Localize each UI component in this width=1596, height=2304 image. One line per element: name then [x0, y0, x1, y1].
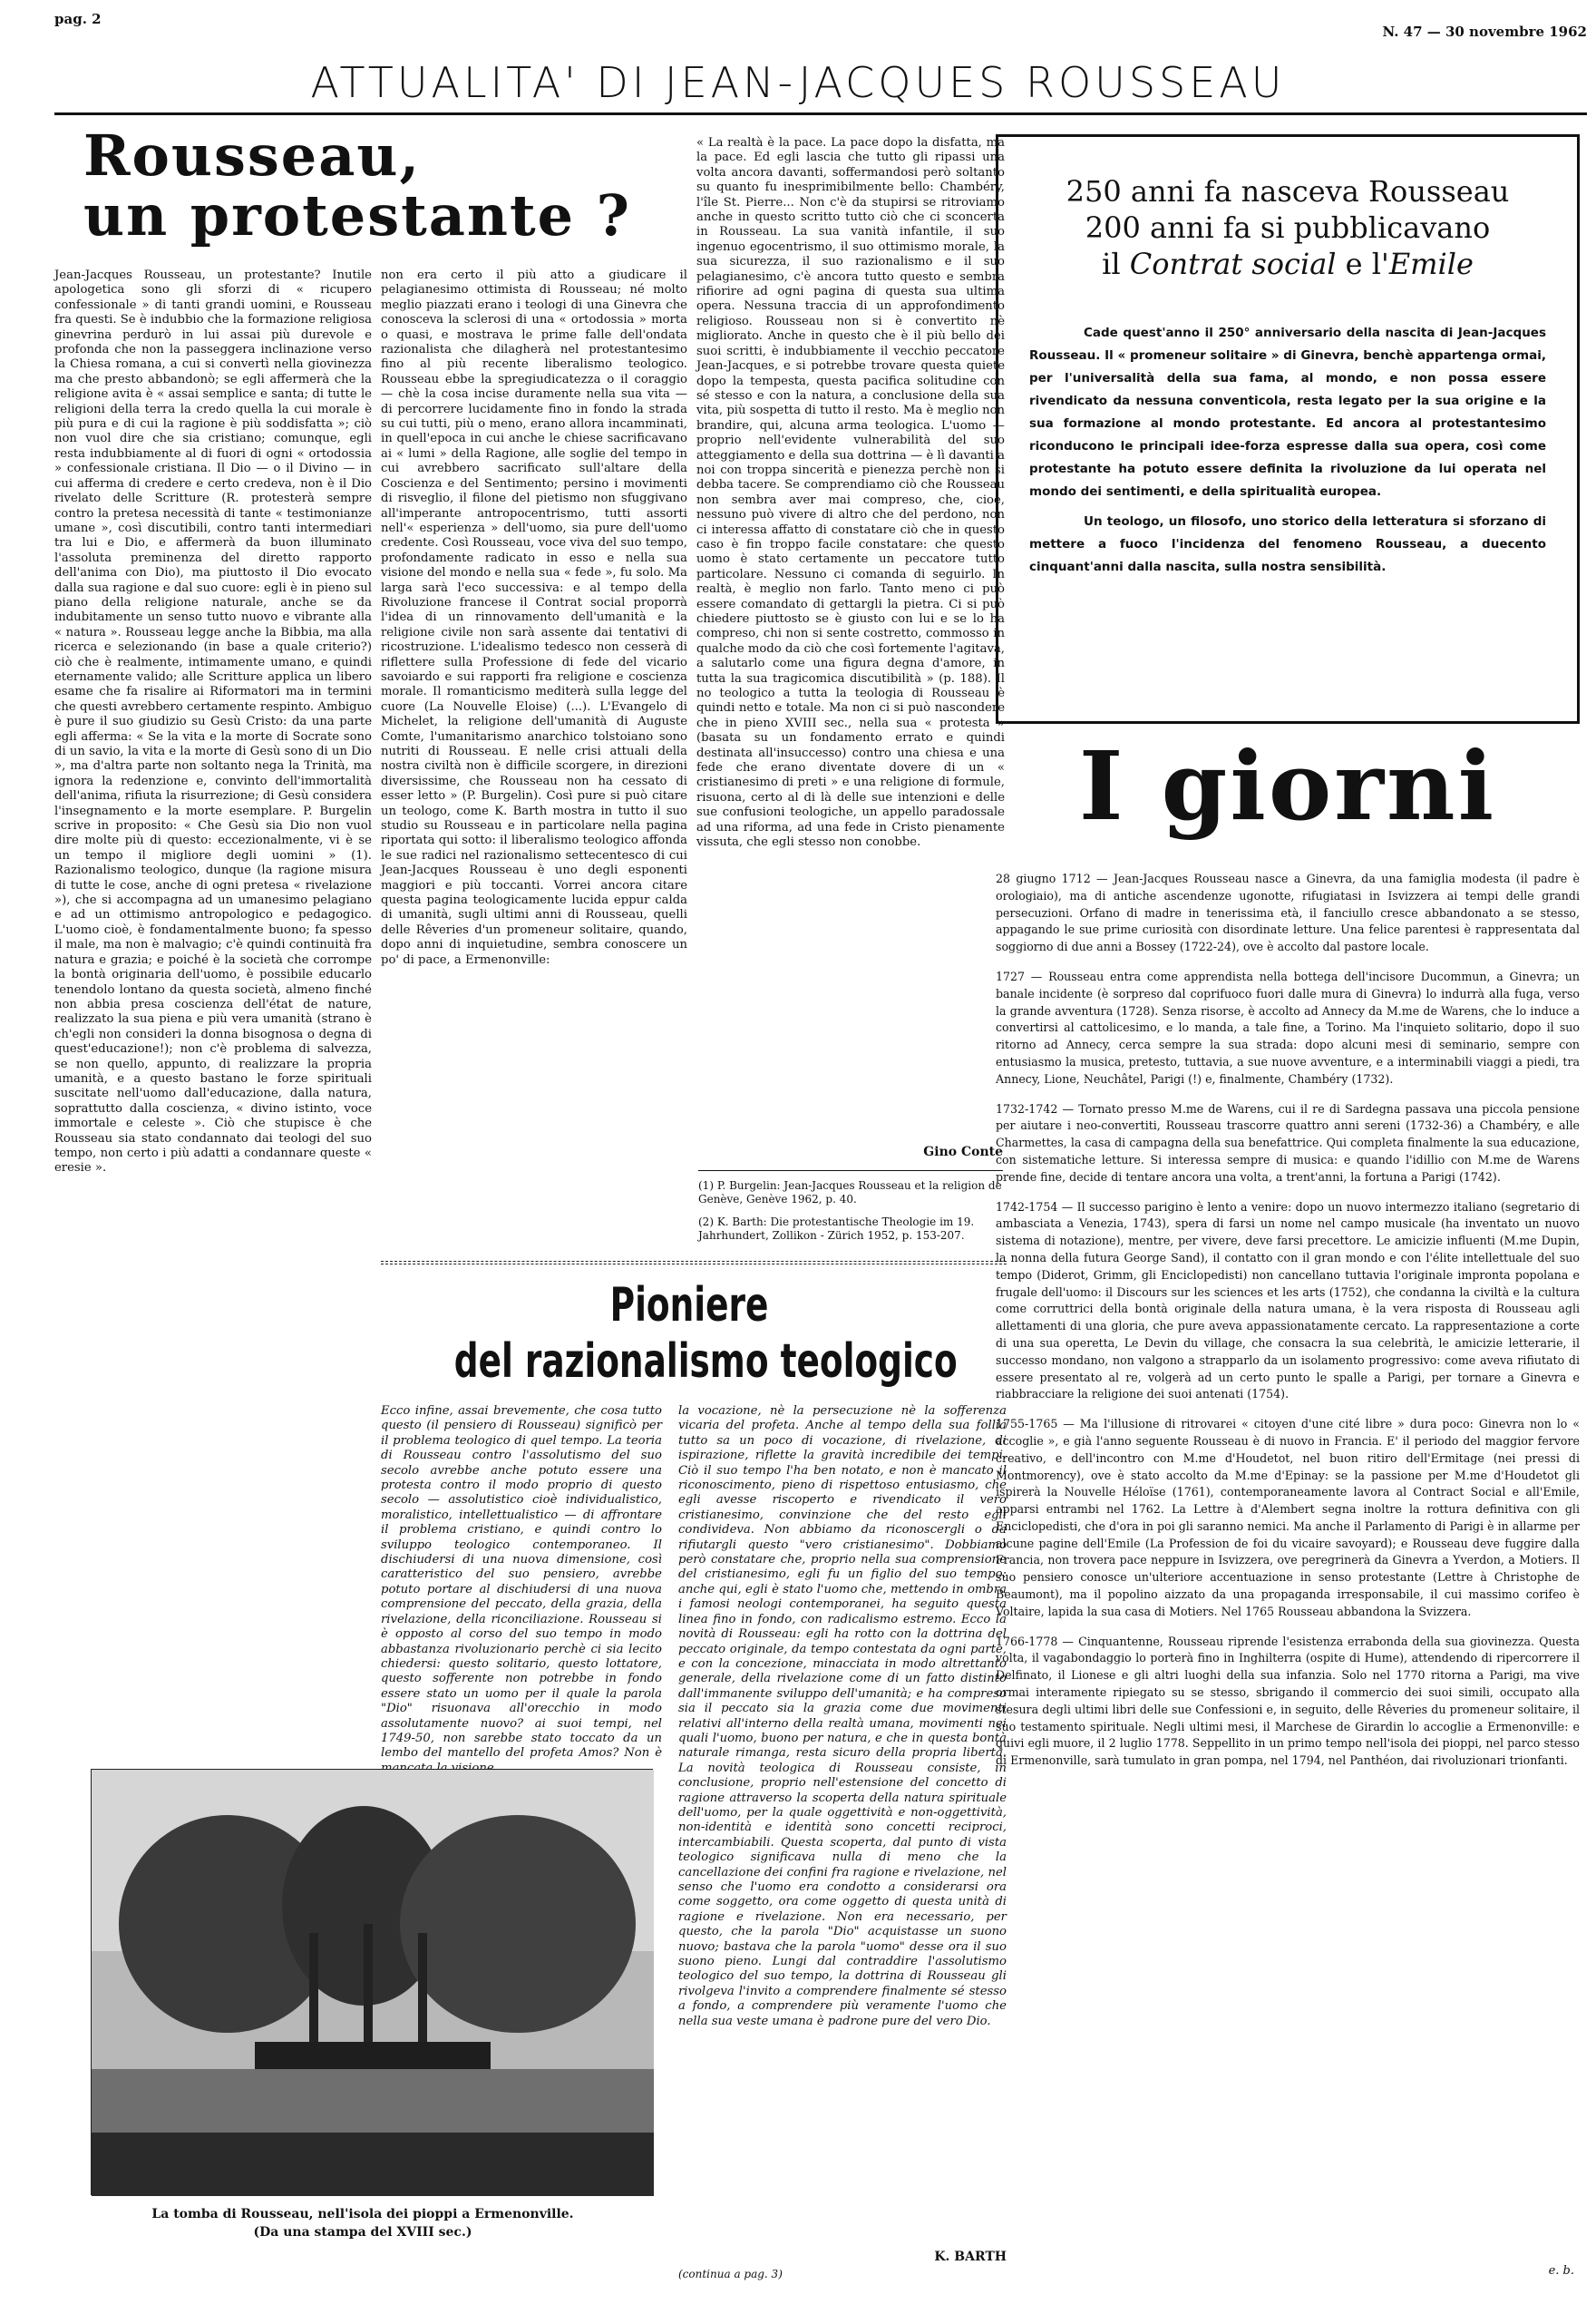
chronology-list — [996, 871, 1580, 2268]
chronology-entry: 1755-1765 — Ma l'illusione di ritrovarei « citoyen d'une cité libre » dura poco: Ginevra non lo « accoglie », e già l'anno seguente Rousseau è di nuovo in Francia. E' il periodo del maggior fervore creativo, e dell'incontro con M.me d'Houdetot, nel buon ritiro dell'Ermitage (nei pressi di Montmorency), ove è stato accolto da M.me d'Epinay: se la passione per M.me d'Houdetot gli ispirerà la Nouvelle Héloïse (1761), contemporaneamente lavora al Contract Social e all'Emile, apparsi entrambi nel 1762. La Lettre à d'Alembert segna inoltre la rottura definitiva con gli Enciclopedisti, che d'ora in poi gli saranno nemici. Ma anche il Parlamento di Parigi è in allarme per alcune pagine dell'Emile (La Profession de foi du vicaire savoyard); e Rousseau deve fuggire dalla Francia, non trovera pace neppure in Isvizzera, ove peregrinerà da Ginevra a Yverdon, a Motiers. Il suo pensiero conosce un'ulteriore accentuazione in senso protestante (Lettre à Christophe de Beaumont), ma il popolino aizzato da una propaganda irresponsabile, il cui massimo corifeo è Voltaire, lapida la sua casa di Motiers. Nel 1765 Rousseau abbandona la Svizzera. — [996, 1417, 1580, 1618]
article1-column-1 — [54, 268, 372, 1373]
chronology-entry: 28 giugno 1712 — Jean-Jacques Rousseau nasce a Ginevra, da una famiglia modesta (il padre è orologiaio), ma di antiche ascendenze ugonotte, rifugiatasi in Isvizzera ai tempi delle grandi persecuzioni. Orfano di madre in tenerissima età, il fanciullo cresce abbandonato a se stesso, appagando le sue prime curiosità con disordinate letture. Una felice parentesi è rappresentata dal soggiorno di due anni a Bossey (1722-24), ove è accolto dal pastore locale. — [996, 872, 1580, 954]
issue-date: N. 47 — 30 novembre 1962 — [1382, 24, 1587, 40]
article1-column-2 — [381, 268, 687, 1277]
chronology-title: I giorni — [1078, 730, 1497, 842]
box-title-work1: Contrat social — [1129, 247, 1337, 281]
article1-col2-text: non era certo il più atto a giudicare il pelagianesimo ottimista di Rousseau; né molto meglio piazzati erano i teologi di una Ginevra che conosceva la sclerosi di una « ortodossia » morta o quasi, e mostrava le prime falle dell'ondata razionalista che dilagherà nel protestantesimo fino al più recente liberalismo teologico. Rousseau ebbe la spregiudicatezza o il coraggio — chè la cosa incise duramente nella sua vita — di percorrere lucidamente fino in fondo la strada su cui tutti, più o meno, erano allora incamminati, in quell'epoca in cui anche le chiese sacrificavano ai « lumi » della Ragione, alle soglie del tempo in cui avrebbero sacrificato sull'altare della Coscienza e del Sentimento; persino i movimenti di risveglio, il filone del pietismo non sfuggivano all'imperante antropocentrismo, tutti assorti nell'« esperienza » dell'uomo, sia pure dell'uomo credente. Così Rousseau, voce viva del suo tempo, profondamente radicato in esso e nella sua visione del mondo e nella sua « fede », fu solo. Ma larga sarà l'eco successiva: e al tempo della Rivoluzione francese il Contrat social proporrà l'idea di un rinnovamento dell'umanità e la religione civile non sarà assente dai tentativi di ricostruzione. L'idealismo tedesco non cesserà di riflettere sulla Professione di fede del vicario savoiardo e sui rapporti fra religione e coscienza morale. Il romanticismo mediterà sulla legge del cuore (La Nouvelle Eloise) (...). L'Evangelo di Michelet, la religione dell'umanità di Auguste Comte, l'umanitarismo anarchico tolstoiano sono nutriti di Rousseau. E nelle crisi attuali della nostra civiltà non è difficile scorgere, in direzioni diversissime, che Rousseau non ha cessato di esser letto » (P. Burgelin). Così pure si può citare un teologo, come K. Barth mostra in tutto il suo studio su Rousseau e in particolare nella pagina riportata qui sotto: il liberalismo teologico affonda le sue radici nel razionalismo settecentesco di cui Jean-Jacques Rousseau è uno degli esponenti maggiori e più toccanti. Vorrei ancora citare questa pagina teologicamente lucida eppur calda di umanità, sugli ultimi anni di Rousseau, quelli delle Rêveries d'un promeneur solitaire, quando, dopo anni di inquietudine, sembra conoscere un po' di pace, a Ermenonville: — [381, 268, 687, 967]
chronology-entry: 1766-1778 — Cinquantenne, Rousseau riprende l'esistenza errabonda della sua giovinezza. Questa volta, il vagabondaggio lo porterà fino in Inghilterra (ospite di Hume), attendendo di ripercorrere il Delfinato, il Lionese e gli altri luoghi della sua infanzia. Solo nel 1770 ritorna a Parigi, ma vive ormai interamente ripiegato su se stesso, sbrigando il commercio dei suoi simili, occupato alla stesura degli ultimi libri delle sue Confessioni e, in seguito, delle Rêveries du promeneur solitaire, il suo testamento spirituale. Negli ultimi mesi, il Marchese de Girardin lo accoglie a Ermenonville: e quivi egli muore, il 2 luglio 1778. Seppellito in un primo tempo nell'isola dei pioppi, nel parco stesso di Ermenonville, sarà tumulato in gran pompa, nel 1794, nel Panthéon, dai rivoluzionari trionfanti. — [996, 1634, 1580, 1768]
article2-title-line1: Pioniere — [609, 1278, 769, 1333]
footnote-1: (1) P. Burgelin: Jean-Jacques Rousseau et la religion de Genève, Genève 1962, p. 40. — [698, 1179, 1002, 1206]
chronology-signature: e. b. — [1548, 2264, 1574, 2278]
box-title-line1: 250 anni fa nasceva Rousseau — [1066, 174, 1510, 209]
article2-col2-text: la vocazione, nè la persecuzione nè la sofferenza vicaria del profeta. Anche al tempo della sua follia tutto sa un poco di vocazione, di rivelazione, di ispirazione, riflette la gravità incredibile dei tempi. Ciò il suo tempo l'ha ben notato, e non è mancato il riconoscimento, pieno di rispettoso entusiasmo, che egli avesse riscoperto e rivendicato il vero cristianesimo, convinzione che del resto egli condivideva. Non abbiamo da riconoscergli o da rifiutargli questo "vero cristianesimo". Dobbiamo però constatare che, proprio nella sua comprensione del cristianesimo, egli fu un figlio del suo tempo: anche qui, egli è stato l'uomo che, mettendo in ombra i famosi neologi contemporanei, ha seguito questa linea fino in fondo, con radicalismo estremo. Ecco la novità di Rousseau: egli ha rotto con la dottrina del peccato originale, da tempo contestata da ogni parte, e con la concezione, minacciata in modo altrettanto generale, della rivelazione come di un fatto distinto dall'immanente sviluppo dell'umanità; e ha compreso sia il peccato sia la grazia come due movimenti relativi all'interno della realtà umana, movimenti nei quali l'uomo, buono per natura, e che in questa bontà naturale rimanga, resta sicuro della propria libertà. La novità teologica di Rousseau consiste, in conclusione, proprio nell'estensione del concetto di ragione attraverso la scoperta della natura spirituale dell'uomo, per la quale oggettività e non-oggettività, non-identità e identità sono concetti reciproci, intercambiabili. Questa scoperta, dal punto di vista teologico significava nulla di meno che la cancellazione dei confini fra ragione e rivelazione, nel senso che l'uomo era condotto a considerarsi ora come soggetto, ora come oggetto di questa unità di ragione e rivelazione. Non era necessario, per questo, che la parola "Dio" acquistasse un suono nuovo; bastava che la parola "uomo" desse ora il suo suono pieno. Lungi dal contraddire l'assolutismo teologico del suo tempo, la dottrina di Rousseau gli rivolgeva l'invito a comprendere finalmente sé stesso a fondo, a comprendere più veramente l'uomo che nella sua veste umana è padrone pure del vero Dio. — [678, 1404, 1007, 2028]
continued-note: (continua a pag. 3) — [678, 2268, 783, 2280]
box-paragraph-2: Un teologo, un filosofo, uno storico della letteratura si sforzano di mettere a fuoco l'incidenza del fenomeno Rousseau, a duecento cinquant'anni dalla nascita, sulla nostra sensibilità. — [1029, 514, 1546, 574]
chronology-entry: 1732-1742 — Tornato presso M.me de Warens, cui il re di Sardegna passava una piccola pensione per aiutare i neo-convertiti, Rousseau trascorre quattro anni sereni (1732-36) a Chambéry, e alle Charmettes, la casa di campagna della sua benefattrice. Qui completa finalmente la sua educazione, con sistematiche letture. Si interessa sempre di musica: e quando l'idillio con M.me de Warens prende fine, decide di tentare ancora una volta, a trent'anni, la fortuna a Parigi (1742). — [996, 1101, 1580, 1184]
footnote-rule — [698, 1170, 1003, 1171]
header-rule — [54, 112, 1587, 115]
box-title-line3 — [998, 246, 1577, 282]
article2-column-2 — [678, 1404, 1007, 2244]
chronology-entry: 1742-1754 — Il successo parigino è lento a venire: dopo un nuovo intermezzo italiano (segretario di ambasciata a Venezia, 1743), spera di farsi un nome nel campo musicale (ha inventato un nuovo sistema di notazione), mentre, per vivere, deve farsi precettore. Le amicizie influenti (M.me Dupin, la nonna della futura George Sand), il contatto con il gran mondo e con l'élite intellettuale del suo tempo (Diderot, Grimm, gli Enciclopedisti) non cancellano tuttavia l'originale impronta popolana e frugale dell'uomo: il Discours sur les sciences et les arts (1752), che condanna la civiltà e la cultura come corruttrici della bontà originale della natura umana, è la vera risposta di Rousseau agli allettamenti di una gloria, che pure aveva appassionatamente cercato. La rappresentazione a corte di una sua operetta, Le Devin du village, che consacra la sua celebrità, le amicizie letterarie, il successo mondano, non valgono a strapparlo da un isolamento progressivo: come aveva rifiutato di essere presentato al re, volgerà ad un certo punto le spalle a Parigi, per tornare a Ginevra e riabbracciare la religione dei suoi antenati (1754). — [996, 1199, 1580, 1401]
photo-caption-line2: (Da una stampa del XVIII sec.) — [253, 2225, 472, 2240]
article2-col1-text: Ecco infine, assai brevemente, che cosa tutto questo (il pensiero di Rousseau) significò per il problema teologico di quel tempo. La teoria di Rousseau contro l'assolutismo del suo secolo avrebbe anche potuto essere una protesta contro il modo proprio di questo secolo — assolutistico cioè individualistico, moralistico, intellettualistico — di affrontare il problema cristiano, e quindi contro lo sviluppo teologico contemporaneo. Il dischiudersi di una nuova dimensione, così caratteristico del suo pensiero, avrebbe potuto portare al dischiudersi di una nuova comprensione del peccato, della grazia, della rivelazione, della riconciliazione. Rousseau si è opposto al corso del suo tempo in modo abbastanza rivoluzionario perchè ci sia lecito chiedersi: questo solitario, questo lottatore, questo sofferente non potrebbe in fondo essere stato un uomo per il quale la parola "Dio" risuonava all'orecchio in modo assolutamente nuovo? ai suoi tempi, nel 1749-50, non sarebbe stato toccato da un lembo del mantello del profeta Amos? Non è — [381, 1404, 662, 1761]
article-title-line2: un protestante ? — [83, 182, 631, 249]
article1-col1-text: Jean-Jacques Rousseau, un protestante? Inutile apologetica sono gli sforzi di « ricupero confessionale » di tanti grandi uomini, e Rousseau fra questi. Se è indubbio che la formazione religiosa ginevrina perdurò in lui assai più durevole e profonda che non la passeggera inclinazione verso la Chiesa romana, a cui si convertì nella giovinezza ma che presto abbandonò; se egli affermerà che la religione avita è « assai semplice e santa; di tutte le religioni della terra la credo quella la cui morale è più pura e di cui la ragione è più soddisfatta »; ciò non vuol dire che sia cristiano; comunque, egli resta indubbiamente al di fuori di ogni « ortodossia » confessionale cristiana. Il Dio — o il Divino — in cui afferma di credere e certo credeva, non è il Dio rivelato delle Scritture (R. protesterà sempre contro la pretesa necessità di tante « testimonianze umane », così discutibili, contro tanti intermediari tra lui e Dio, e affermerà da buon illuminato l'assoluta preminenza del diretto rapporto dell'anima con Dio), ma piuttosto il Dio evocato dalla sua ragione e dal suo cuore: egli è in pieno sul piano della religione naturale, anche se da indubitamente un senso tutto nuovo e vibrante alla « natura ». Rousseau legge anche la Bibbia, ma alla ricerca e selezionando (in base a quale criterio?) ciò che è realmente, intimamente umano, e quindi eternamente valido; alle Scritture applica un libero esame che fa risalire ai Riformatori ma in termini che questi avrebbero certamente respinto. Ambiguo è pure il suo giudizio su Gesù Cristo: da una parte egli afferma: « Se la vita e la morte di Socrate sono di un savio, la vita e la morte di Gesù sono di un Dio », ma d'altra parte non soltanto nega la Trinità, ma ignora la redenzione e, convinto dell'immortalità dell'anima, rifiuta la risurrezione; di Gesù considera l'insegnamento e la morte esemplare. P. Burgelin scrive in proposito: « Che Gesù sia Dio non vuol dire molte più di questo: eccezionalmente, vi è se un tempo il migliore degli uomini » (1). Razionalismo teologico, dunque (la ragione misura di tutte le cose, anche di ogni pretesa « rivelazione »), che si accompagna ad un umanesimo pelagiano e ad un ottimismo antropologico e pedagogico. L'uomo cioè, è fondamentalmente buono; fa spesso il male, ma non è malvagio; c'è quindi continuità fra natura e grazia; e poiché è la società che corrompe la bontà originaria dell'uomo, è possibile educarlo tenendolo lontano da questa società, almeno finché non abbia presa coscienza dell'état de nature, realizzato la sua piena e più vera umanità (strano è ch'egli non consideri la donna bisognosa o degna di quest'educazione!); non c'è problema di salvezza, se non quello, appunto, di realizzare la propria umanità, e a questo bastano le forze spirituali suscitate nell'uomo dall'educazione, dalla natura, soprattutto dalla coscienza, « divino istinto, voce immortale e celeste ». Ciò che stupisce è che Rousseau sia stato condannato dai teologi del suo tempo, non certo i più adatti a condannare queste « eresie ». — [54, 268, 372, 1176]
box-title-work2: Emile — [1388, 247, 1474, 281]
article2-signature: K. BARTH — [934, 2250, 1007, 2264]
article-title-line1: Rousseau, — [83, 122, 422, 189]
photo-caption-line1: La tomba di Rousseau, nell'isola dei pioppi a Ermenonville. — [151, 2207, 574, 2221]
box-title-line3-pre: il — [1102, 247, 1121, 281]
chronology-entry: 1727 — Rousseau entra come apprendista nella bottega dell'incisore Ducommun, a Ginevra; un banale incidente (è sorpreso dal coprifuoco fuori dalle mura di Ginevra) lo indurrà alla fuga, verso la grande avventura (1728). Senza risorse, è accolto ad Annecy da M.me de Warens, che lo induce a convertirsi al cattolicesimo, e lo manda, a tale fine, a Torino. Ma l'inquieto solitario, dopo il suo ritorno ad Annecy, cerca sempre la sua strada: dopo alcuni mesi di seminario, sempre con entusiasmo la musica, pretesto, tuttavia, a sue nuove avventure, e a interminabili viaggi a piedi, tra Annecy, Lione, Neuchâtel, Parigi (!) e, finalmente, Chambéry (1732). — [996, 969, 1580, 1086]
article1-column-3 — [696, 136, 1005, 1143]
engraving-image — [91, 1769, 653, 2195]
box-paragraph-1: Cade quest'anno il 250° anniversario della nascita di Jean-Jacques Rousseau. Il « promeneur solitaire » di Ginevra, benchè appartenga ormai, per l'universalità della sua fama, al mondo, e non possa essere rivendicato da nessuna conventicola, resta legato per la sua origine e la sua formazione al mondo protestante. Ed ancora al protestantesimo riconducono le principali idee-forza espresse dalla sua opera, così come protestante ha potuto essere definita la rivoluzione da lui operata nel mondo dei sentimenti, e della spiritualità europea. — [1029, 326, 1546, 499]
section-kicker: ATTUALITA' DI JEAN-JACQUES ROUSSEAU — [310, 58, 1286, 107]
ornamental-divider — [381, 1261, 1007, 1264]
box-title-line2: 200 anni fa si pubblicavano — [1085, 210, 1491, 245]
page-number: pag. 2 — [54, 11, 102, 27]
footnote-2: (2) K. Barth: Die protestantische Theologie im 19. Jahrhundert, Zollikon - Zürich 1952, p. 153-207. — [698, 1215, 975, 1242]
box-title-line3-mid: e l' — [1345, 247, 1389, 281]
article1-signature: Gino Conte — [923, 1145, 1003, 1159]
tomb-island-illustration — [92, 1770, 654, 2196]
anniversary-box — [996, 134, 1580, 724]
article2-column-1 — [381, 1404, 662, 1761]
article2-title-line2: del razionalismo teologico — [453, 1334, 958, 1389]
article1-col3-text: « La realtà è la pace. La pace dopo la disfatta, ma la pace. Ed egli lascia che tutto gli ripassi una volta ancora davanti, soffermandosi però soltanto su quanto fu inesprimibilmente bello: Chambéry, l'île St. Pierre... Non c'è da stupirsi se ritroviamo anche in questo scritto tutto ciò che ci sconcerta in Rousseau. La sua vanità infantile, il suo ingenuo egocentrismo, il suo ottimismo morale, la sua sicurezza, il suo razionalismo e il suo pelagianesimo, c'è ancora tutto questo e sembra rifiorire ad ogni pagina di questa sua ultima opera. Nessuna traccia di un approfondimento religioso. Rousseau non si è convertito nè migliorato. Anche in questo che è il più bello dei suoi scritti, è indubbiamente il vecchio peccatore Jean-Jacques, e si potrebbe trovare questa quiete dopo la tempesta, questa pacifica solitudine con sé stesso e con la natura, a conclusione della sua vita, più sospetta di tutto il resto. Ma è meglio non brandire, qui, alcuna arma teologica. L'uomo — proprio nell'evidente vulnerabilità del suo atteggiamento e della sua dottrina — è lì davanti a noi con troppa sincerità e pienezza perchè non si debba tacere. Se comprendiamo ciò che Rousseau non sembra aver mai compreso, che, cioè, nessuno può vivere di altro che del perdono, non ci interessa affatto di constatare ciò che in questo caso è fin troppo facile constatare: che questo uomo è stato certamente un peccatore tutto particolare. Nessuno ci comanda di seguirlo. In realtà, è meglio non farlo. Tanto meno ci può essere comandato di gettargli la pietra. Ci si può chiedere piuttosto se è giusto con lui e se lo ha compreso, chi non si sente costretto, commosso in qualche modo da ciò che così fortemente l'agitava, a salutarlo come una figura degna d'amore, in tutta la sua tragicomica discutibilità » (p. 188). Il no teologico a tutta la teologia di Rousseau è quindi netto e totale. Ma non ci si può nascondere che in pieno XVIII sec., nella sua « protesta » (basata su un fondamento errato e quindi destinata all'insuccesso) contro una chiesa e una fede che erano diventate dovere di un « cristianesimo di preti » e una religione di formule, risuona, certo al di là delle sue intenzioni e delle sue confusioni teologiche, un appello paradossale ad una riforma, ad una fede in Cristo pienamente vissuta, che egli stesso non conobbe. — [696, 136, 1005, 850]
